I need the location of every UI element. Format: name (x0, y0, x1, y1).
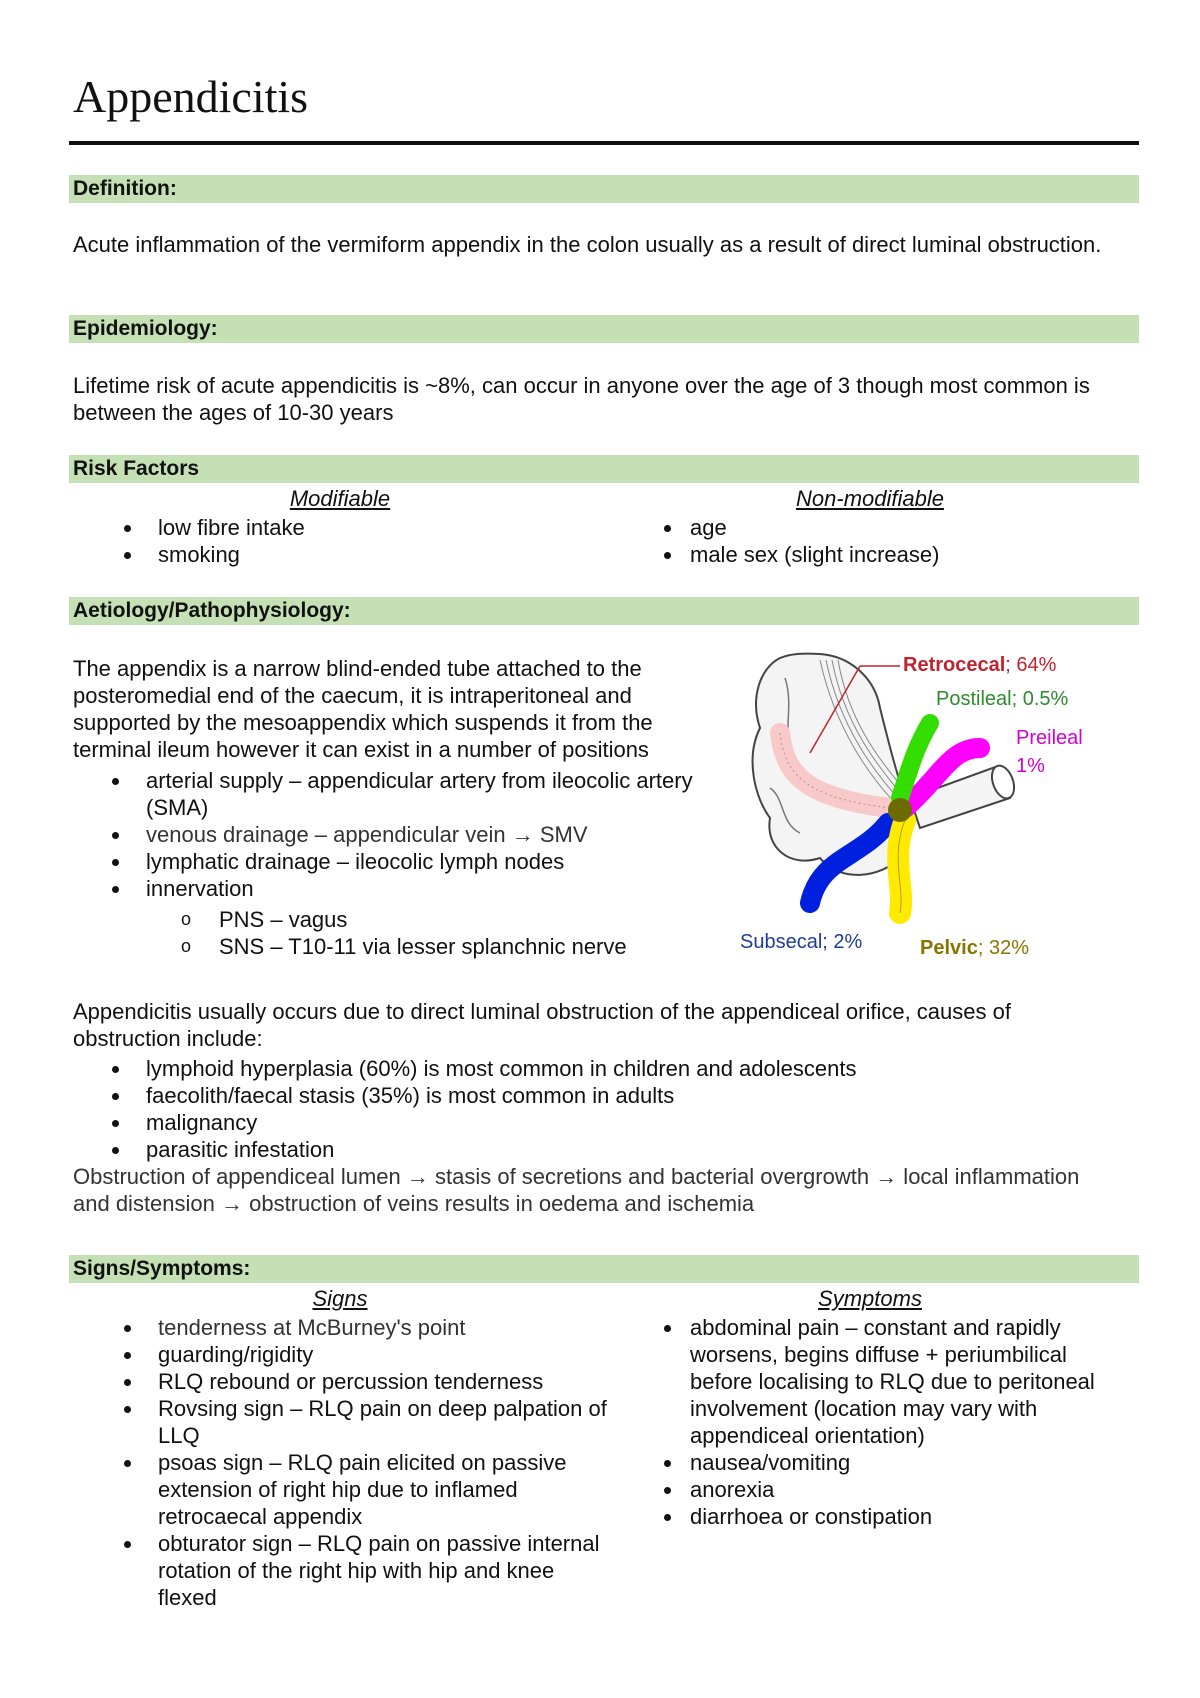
list-item: faecolith/faecal stasis (35%) is most common in adults (61, 1082, 1106, 1109)
title-rule (69, 141, 1139, 145)
list-item: RLQ rebound or percussion tenderness (73, 1368, 608, 1395)
preileal-pct: 1% (1016, 755, 1045, 777)
text-line: posteromedial end of the caecum, it is intraperitoneal and (73, 683, 632, 708)
appendix-base (888, 798, 912, 822)
caecum-outline (753, 654, 910, 875)
list-item: psoas sign – RLQ pain elicited on passive extension of right hip due to inflamed retrocaecal appendix (73, 1449, 608, 1530)
list-item: tenderness at McBurney's point (73, 1314, 608, 1341)
list-item: nausea/vomiting (617, 1449, 1120, 1476)
definition-heading: Definition: (69, 175, 1139, 203)
pelvic-pct: ; 32% (977, 937, 1029, 959)
list-item: age (617, 514, 1130, 541)
pelvic-name: Pelvic (920, 937, 978, 959)
pelvic-label (920, 937, 1029, 959)
list-item: malignancy (61, 1109, 1106, 1136)
innervation-sublist (181, 906, 719, 960)
list-item: lymphatic drainage – ileocolic lymph nodes (61, 848, 706, 875)
signs-heading: Signs (312, 1286, 368, 1311)
list-item (181, 906, 719, 933)
list-item: anorexia (617, 1476, 1120, 1503)
postileal-label: Postileal; 0.5% (936, 688, 1069, 710)
retrocecal-pct: ; 64% (1005, 654, 1057, 676)
list-item (181, 933, 719, 960)
sub-bullet-glyph: o (181, 909, 192, 929)
epidemiology-text: Lifetime risk of acute appendicitis is ~8%, can occur in anyone over the age of 3 though most common is between the ages of 10-30 years (73, 373, 1090, 425)
aetiology-heading: Aetiology/Pathophysiology: (69, 597, 1139, 625)
text-line: terminal ileum however it can exist in a number of positions (73, 737, 649, 762)
list-item: diarrhoea or constipation (617, 1503, 1120, 1530)
risk-factors-heading: Risk Factors (69, 455, 1139, 483)
list-item: parasitic infestation (61, 1136, 1106, 1163)
list-item: low fibre intake (73, 514, 558, 541)
nonmodifiable-list (690, 514, 1130, 568)
subsecal-label: Subsecal; 2% (740, 931, 863, 953)
anatomy-list (146, 767, 706, 902)
obstruction-intro: Appendicitis usually occurs due to direct luminal obstruction of the appendiceal orifice, causes of obstruction include: (73, 999, 1011, 1051)
list-item: male sex (slight increase) (617, 541, 1130, 568)
list-item: lymphoid hyperplasia (60%) is most common in children and adolescents (61, 1055, 1106, 1082)
sub-bullet-text: PNS – vagus (219, 907, 348, 932)
pelvic-appendix (898, 820, 905, 913)
retrocecal-name: Retrocecal (903, 654, 1006, 676)
retrocecal-label (903, 654, 1057, 676)
modifiable-list (158, 514, 558, 568)
obstruction-causes-list (146, 1055, 1106, 1163)
text-line: The appendix is a narrow blind-ended tube attached to the (73, 656, 642, 681)
page-title: Appendicitis (73, 71, 309, 122)
sub-bullet-text: SNS – T10-11 via lesser splanchnic nerve (219, 934, 627, 959)
signs-symptoms-heading: Signs/Symptoms: (69, 1255, 1139, 1283)
list-item: Rovsing sign – RLQ pain on deep palpation of LLQ (73, 1395, 608, 1449)
pathway-text: Obstruction of appendiceal lumen → stasis of secretions and bacterial overgrowth → local inflammation and distension → obstruction of veins results in oedema and ischemia (73, 1164, 1080, 1216)
nonmodifiable-heading: Non-modifiable (796, 486, 944, 511)
signs-list (158, 1314, 608, 1611)
list-item: venous drainage – appendicular vein → SMV (61, 821, 706, 848)
symptoms-list (690, 1314, 1120, 1530)
epidemiology-heading: Epidemiology: (69, 315, 1139, 343)
sub-bullet-glyph: o (181, 936, 192, 956)
definition-text: Acute inflammation of the vermiform appendix in the colon usually as a result of direct luminal obstruction. (73, 232, 1102, 257)
preileal-label: Preileal (1016, 727, 1083, 749)
list-item: obturator sign – RLQ pain on passive internal rotation of the right hip with hip and knee flexed (73, 1530, 608, 1611)
text-line: supported by the mesoappendix which suspends it from the (73, 710, 653, 735)
modifiable-heading: Modifiable (289, 486, 391, 511)
aetiology-intro (73, 655, 753, 763)
symptoms-heading: Symptoms (818, 1286, 922, 1311)
appendix-positions-diagram (740, 648, 1120, 968)
list-item: innervation (61, 875, 706, 902)
list-item: smoking (73, 541, 558, 568)
list-item: arterial supply – appendicular artery from ileocolic artery (SMA) (61, 767, 706, 821)
list-item: abdominal pain – constant and rapidly worsens, begins diffuse + periumbilical before localising to RLQ due to peritoneal involvement (location may vary with appendiceal orientation) (617, 1314, 1120, 1449)
list-item: guarding/rigidity (73, 1341, 608, 1368)
